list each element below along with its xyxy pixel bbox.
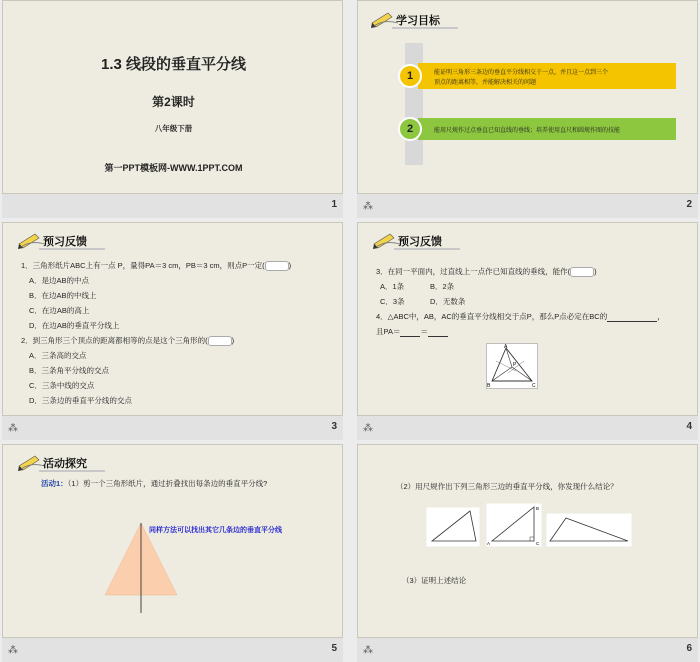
option-3d: D．无数条 (430, 297, 466, 306)
question-3: 3．在同一平面内，过直线上一点作已知直线的垂线，能作( ) (376, 267, 597, 276)
option-2b: B．三条角平分线的交点 (29, 366, 110, 375)
slide-canvas (357, 0, 698, 194)
slide-number: 5 (331, 643, 337, 654)
option-2c: C．三条中线的交点 (29, 381, 95, 390)
option-1c: C．在边AB的高上 (29, 306, 90, 315)
footer-text: 第一PPT模板网-WWW.1PPT.COM (104, 163, 243, 173)
question-1: 1．三角形纸片ABC上有一点 P，量得PA＝3 cm，PB＝3 cm，则点P一定( ) (21, 261, 292, 270)
header-underline (39, 470, 105, 472)
question-2-text: （2）用尺规作出下列三角形三边的垂直平分线，你发现什么结论？ (396, 482, 618, 491)
option-3c: C．3条 (380, 297, 405, 306)
slide-bar (357, 194, 698, 218)
slide-bar (357, 416, 698, 440)
grade-label: 八年级下册 (154, 124, 193, 133)
hint-text: 同样方法可以找出其它几条边的垂直平分线 (149, 527, 282, 534)
goal-number-2: 2 (398, 117, 422, 141)
slide-number: 4 (686, 421, 692, 432)
transition-icon[interactable]: ⁂ (8, 645, 18, 656)
vertex-label: B (536, 506, 540, 511)
option-2a: A．三条高的交点 (29, 351, 87, 360)
question-4b: 且PA＝ ＝ (376, 326, 448, 337)
answer-line (428, 328, 448, 337)
slide-bar (357, 638, 698, 662)
vertex-label: B (487, 383, 491, 389)
transition-icon[interactable]: ⁂ (363, 423, 373, 434)
slide-canvas (2, 222, 343, 416)
vertex-label: P (513, 362, 517, 368)
slide-bar (2, 194, 343, 218)
acute-triangle-figure (426, 507, 480, 547)
transition-icon[interactable]: ⁂ (363, 645, 373, 656)
slide-number: 3 (331, 421, 337, 432)
slide-title: 1.3 线段的垂直平分线 (100, 56, 247, 73)
slide-thumbnail-6[interactable] (357, 444, 698, 662)
slide-bar (2, 638, 343, 662)
vertex-label: C (536, 541, 540, 546)
question-2: 2．到三角形三个顶点的距离都相等的点是这个三角形的( ) (21, 336, 235, 345)
activity-text: 活动1：（1）剪一个三角形纸片，通过折叠找出每条边的垂直平分线? (41, 479, 268, 488)
answer-blank (208, 336, 232, 346)
header-title: 学习目标 (396, 15, 440, 27)
option-3b: B．2条 (430, 282, 455, 291)
slide-canvas (2, 0, 343, 194)
slide-thumbnail-2[interactable] (357, 0, 698, 218)
goal-text-1a: 能证明三角形三条边的垂直平分线相交于一点，并且这一点到三个 (434, 70, 609, 76)
header-underline (394, 248, 460, 250)
goals-connector (405, 43, 423, 165)
goal-box-2 (418, 118, 676, 140)
slide-canvas (2, 444, 343, 638)
header-title: 预习反馈 (43, 236, 87, 248)
answer-blank (570, 267, 594, 277)
question-3-text: （3）证明上述结论 (402, 576, 467, 585)
header-title: 活动探究 (43, 458, 87, 470)
slide-thumbnail-4[interactable] (357, 222, 698, 440)
option-1d: D．在边AB的垂直平分线上 (29, 321, 120, 330)
slide-canvas (357, 222, 698, 416)
vertex-label: A (487, 541, 491, 546)
slide-subtitle: 第2课时 (152, 95, 195, 109)
goal-text-2: 能用尺规作过点垂直已知直线的垂线；培养使用直尺和圆规作图的技能 (434, 128, 621, 134)
header-underline (39, 248, 105, 250)
slide-number: 6 (686, 643, 692, 654)
transition-icon[interactable]: ⁂ (363, 201, 373, 212)
slide-bar (2, 416, 343, 440)
slide-number: 1 (331, 199, 337, 210)
option-1b: B．在边AB的中线上 (29, 291, 97, 300)
slide-thumbnail-1[interactable] (2, 0, 343, 218)
question-4: 4．△ABC中，AB，AC的垂直平分线相交于点P，那么P点必定在BC的 ， (376, 312, 665, 321)
transition-icon[interactable]: ⁂ (8, 423, 18, 434)
obtuse-triangle-figure (546, 513, 632, 547)
answer-line (400, 328, 420, 337)
header-title: 预习反馈 (398, 236, 442, 248)
slide-number: 2 (686, 199, 692, 210)
slide-thumbnail-3[interactable] (2, 222, 343, 440)
header-underline (392, 27, 458, 29)
vertex-label: A (504, 344, 508, 350)
goal-text-1b: 顶点的距离相等，并能解决相关的问题 (434, 80, 537, 86)
option-2d: D．三条边的垂直平分线的交点 (29, 396, 132, 405)
slide-thumbnail-5[interactable] (2, 444, 343, 662)
goal-box-1 (418, 63, 676, 89)
triangle-figure (486, 343, 538, 389)
slide-canvas (357, 444, 698, 638)
option-3a: A．1条 (380, 282, 405, 291)
option-1a: A．是边AB的中点 (29, 276, 90, 285)
vertex-label: C (532, 383, 536, 389)
right-triangle-figure (486, 503, 542, 547)
answer-blank (265, 261, 289, 271)
answer-line (607, 313, 657, 322)
goal-number-1: 1 (398, 64, 422, 88)
